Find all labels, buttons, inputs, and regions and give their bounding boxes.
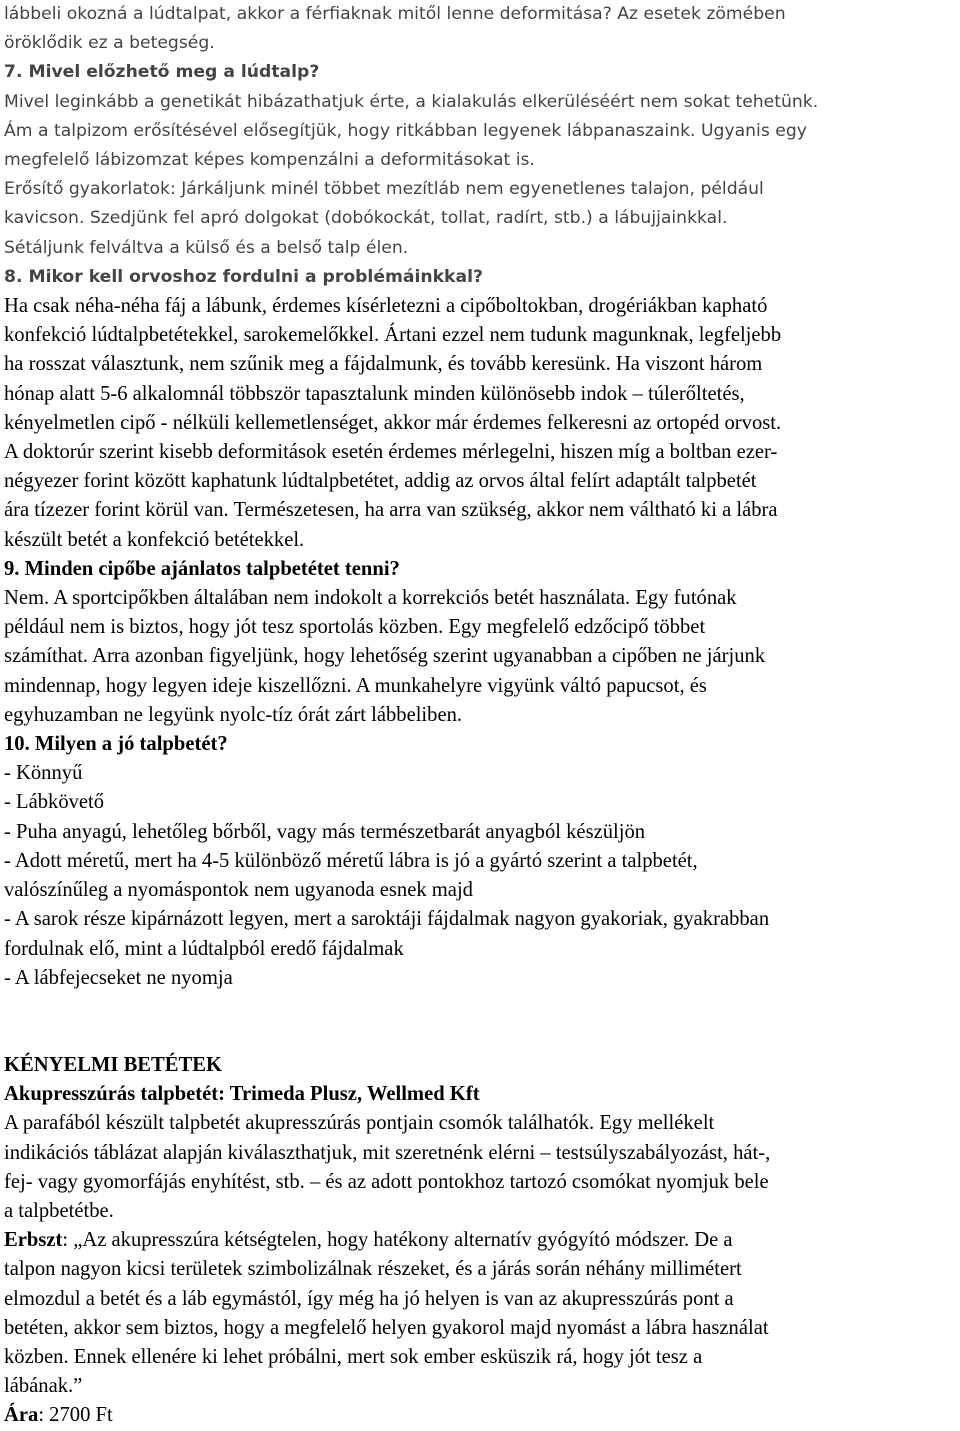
q8-line: A doktorúr szerint kisebb deformitások esetén érdemes mérlegelni, hiszen míg a boltban ezer- xyxy=(4,441,778,464)
product-title: Akupresszúrás talpbetét: Trimeda Plusz, Wellmed Kft xyxy=(4,1083,480,1106)
q10-line: - A sarok része kipárnázott legyen, mert a saroktáji fájdalmak nagyon gyakoriak, gyakrabban xyxy=(4,908,770,931)
q7-line: Erősítő gyakorlatok: Járkáljunk minél többet mezítláb nem egyenetlenes talajon, például xyxy=(4,179,764,200)
intro-line-2: öröklődik ez a betegség. xyxy=(4,33,215,54)
q9-line: például nem is biztos, hogy jót tesz sportolás közben. Egy megfelelő edzőcipő többet xyxy=(4,616,706,639)
price-label: Ára xyxy=(4,1404,39,1427)
section-spacer xyxy=(4,993,956,1051)
q10-line: - Lábkövető xyxy=(4,791,105,814)
q9-line: Nem. A sportcipőkben általában nem indokolt a korrekciós betét használata. Egy futónak xyxy=(4,587,737,610)
q10-line: - Puha anyagú, lehetőleg bőrből, vagy más természetbarát anyagból készüljön xyxy=(4,820,646,843)
q7-line: Ám a talpizom erősítésével elősegítjük, hogy ritkábban legyenek lábpanaszaink. Ugyanis egy xyxy=(4,120,807,141)
opinion-line: lábának.” xyxy=(4,1375,83,1398)
q7-line: Mivel leginkább a genetikát hibázathatjuk érte, a kialakulás elkerüléséért nem sokat tehetünk. xyxy=(4,91,819,112)
price-line xyxy=(4,1401,956,1430)
q8-line: ára tízezer forint körül van. Természetesen, ha arra van szükség, akkor nem váltható ki a lábra xyxy=(4,499,778,522)
q9-title: 9. Minden cipőbe ajánlatos talpbetétet tenni? xyxy=(4,557,400,580)
q8-line: ha rosszat választunk, nem szűnik meg a fájdalmunk, és tovább keresünk. Ha viszont három xyxy=(4,353,763,376)
q7-title: 7. Mivel előzhető meg a lúdtalp? xyxy=(4,62,320,83)
q7-line: kavicson. Szedjünk fel apró dolgokat (dobókockát, tollat, radírt, stb.) a lábujjainkkal. xyxy=(4,208,728,229)
q8-line: kényelmetlen cipő - nélküli kellemetlenséget, akkor már érdemes felkeresni az ortopéd orvost. xyxy=(4,411,782,434)
price-value: : 2700 Ft xyxy=(38,1404,113,1427)
product-line: A parafából készült talpbetét akupresszúrás pontjain csomók találhatók. Egy mellékelt xyxy=(4,1112,715,1135)
opinion-line: elmozdul a betét és a láb egymástól, így még ha jó helyen is van az akupresszúrás pont a xyxy=(4,1287,734,1310)
q10-line: - A lábfejecseket ne nyomja xyxy=(4,966,233,989)
q9-line: egyhuzamban ne legyünk nyolc-tíz órát zárt lábbeliben. xyxy=(4,703,463,726)
q10-line: - Könnyű xyxy=(4,762,83,785)
opinion-line: közben. Ennek ellenére ki lehet próbálni, mert sok ember esküszik rá, hogy jót tesz a xyxy=(4,1345,703,1368)
opinion-label: Erbszt xyxy=(4,1229,63,1252)
q9-line: mindennap, hogy legyen ideje kiszellőzni. A munkahelyre vigyünk váltó papucsot, és xyxy=(4,674,707,697)
intro-line-1: lábbeli okozná a lúdtalpat, akkor a férfiaknak mitől lenne deformitása? Az esetek zömében xyxy=(4,4,786,24)
q8-line: konfekció lúdtalpbetétekkel, sarokemelőkkel. Ártani ezzel nem tudunk magunknak, legfeljebb xyxy=(4,324,782,347)
product-line: fej- vagy gyomorfájás enyhítést, stb. – és az adott pontokhoz tartozó csomókat nyomjuk bele xyxy=(4,1170,769,1193)
q10-title: 10. Milyen a jó talpbetét? xyxy=(4,733,228,756)
q8-line: hónap alatt 5-6 alkalomnál többször tapasztalunk minden különösebb indok – túlerőltetés, xyxy=(4,382,745,405)
q7-line: Sétáljunk felváltva a külső és a belső talp élen. xyxy=(4,237,409,258)
section-heading: KÉNYELMI BETÉTEK xyxy=(4,1053,223,1076)
q10-line: fordulnak elő, mint a lúdtalpból eredő fájdalmak xyxy=(4,937,404,960)
q10-line: valószínűleg a nyomáspontok nem ugyanoda esnek majd xyxy=(4,879,473,902)
q9-line: számíthat. Arra azonban figyeljünk, hogy lehetőség szerint ugyanabban a cipőben ne járjunk xyxy=(4,645,766,668)
q8-line: készült betét a konfekció betétekkel. xyxy=(4,528,305,551)
product-line: a talpbetétbe. xyxy=(4,1199,114,1222)
opinion-first-line xyxy=(4,1226,956,1255)
opinion-line: betéten, akkor sem biztos, hogy a megfelelő helyen gyakorol majd nyomást a lábra használat xyxy=(4,1316,769,1339)
q7-line: megfelelő lábizomzat képes kompenzálni a deformitásokat is. xyxy=(4,150,535,171)
q8-line: négyezer forint között kaphatunk lúdtalpbetétet, addig az orvos által felírt adaptált talpbetét xyxy=(4,470,757,493)
opinion-first-text: : „Az akupresszúra kétségtelen, hogy hatékony alternatív gyógyító módszer. De a xyxy=(62,1229,733,1252)
document-page xyxy=(4,0,956,1431)
opinion-line: talpon nagyon kicsi területek szimbolizálnak részeket, és a járás során néhány millimétert xyxy=(4,1258,742,1281)
q8-title: 8. Mikor kell orvoshoz fordulni a problémáinkkal? xyxy=(4,266,483,287)
q8-line: Ha csak néha-néha fáj a lábunk, érdemes kísérletezni a cipőboltokban, drogériákban kapható xyxy=(4,295,768,318)
product-line: indikációs táblázat alapján kiválaszthatjuk, mit szeretnénk elérni – testsúlyszabályozást, hát-, xyxy=(4,1141,771,1164)
q10-line: - Adott méretű, mert ha 4-5 különböző méretű lábra is jó a gyártó szerint a talpbetét, xyxy=(4,849,698,872)
